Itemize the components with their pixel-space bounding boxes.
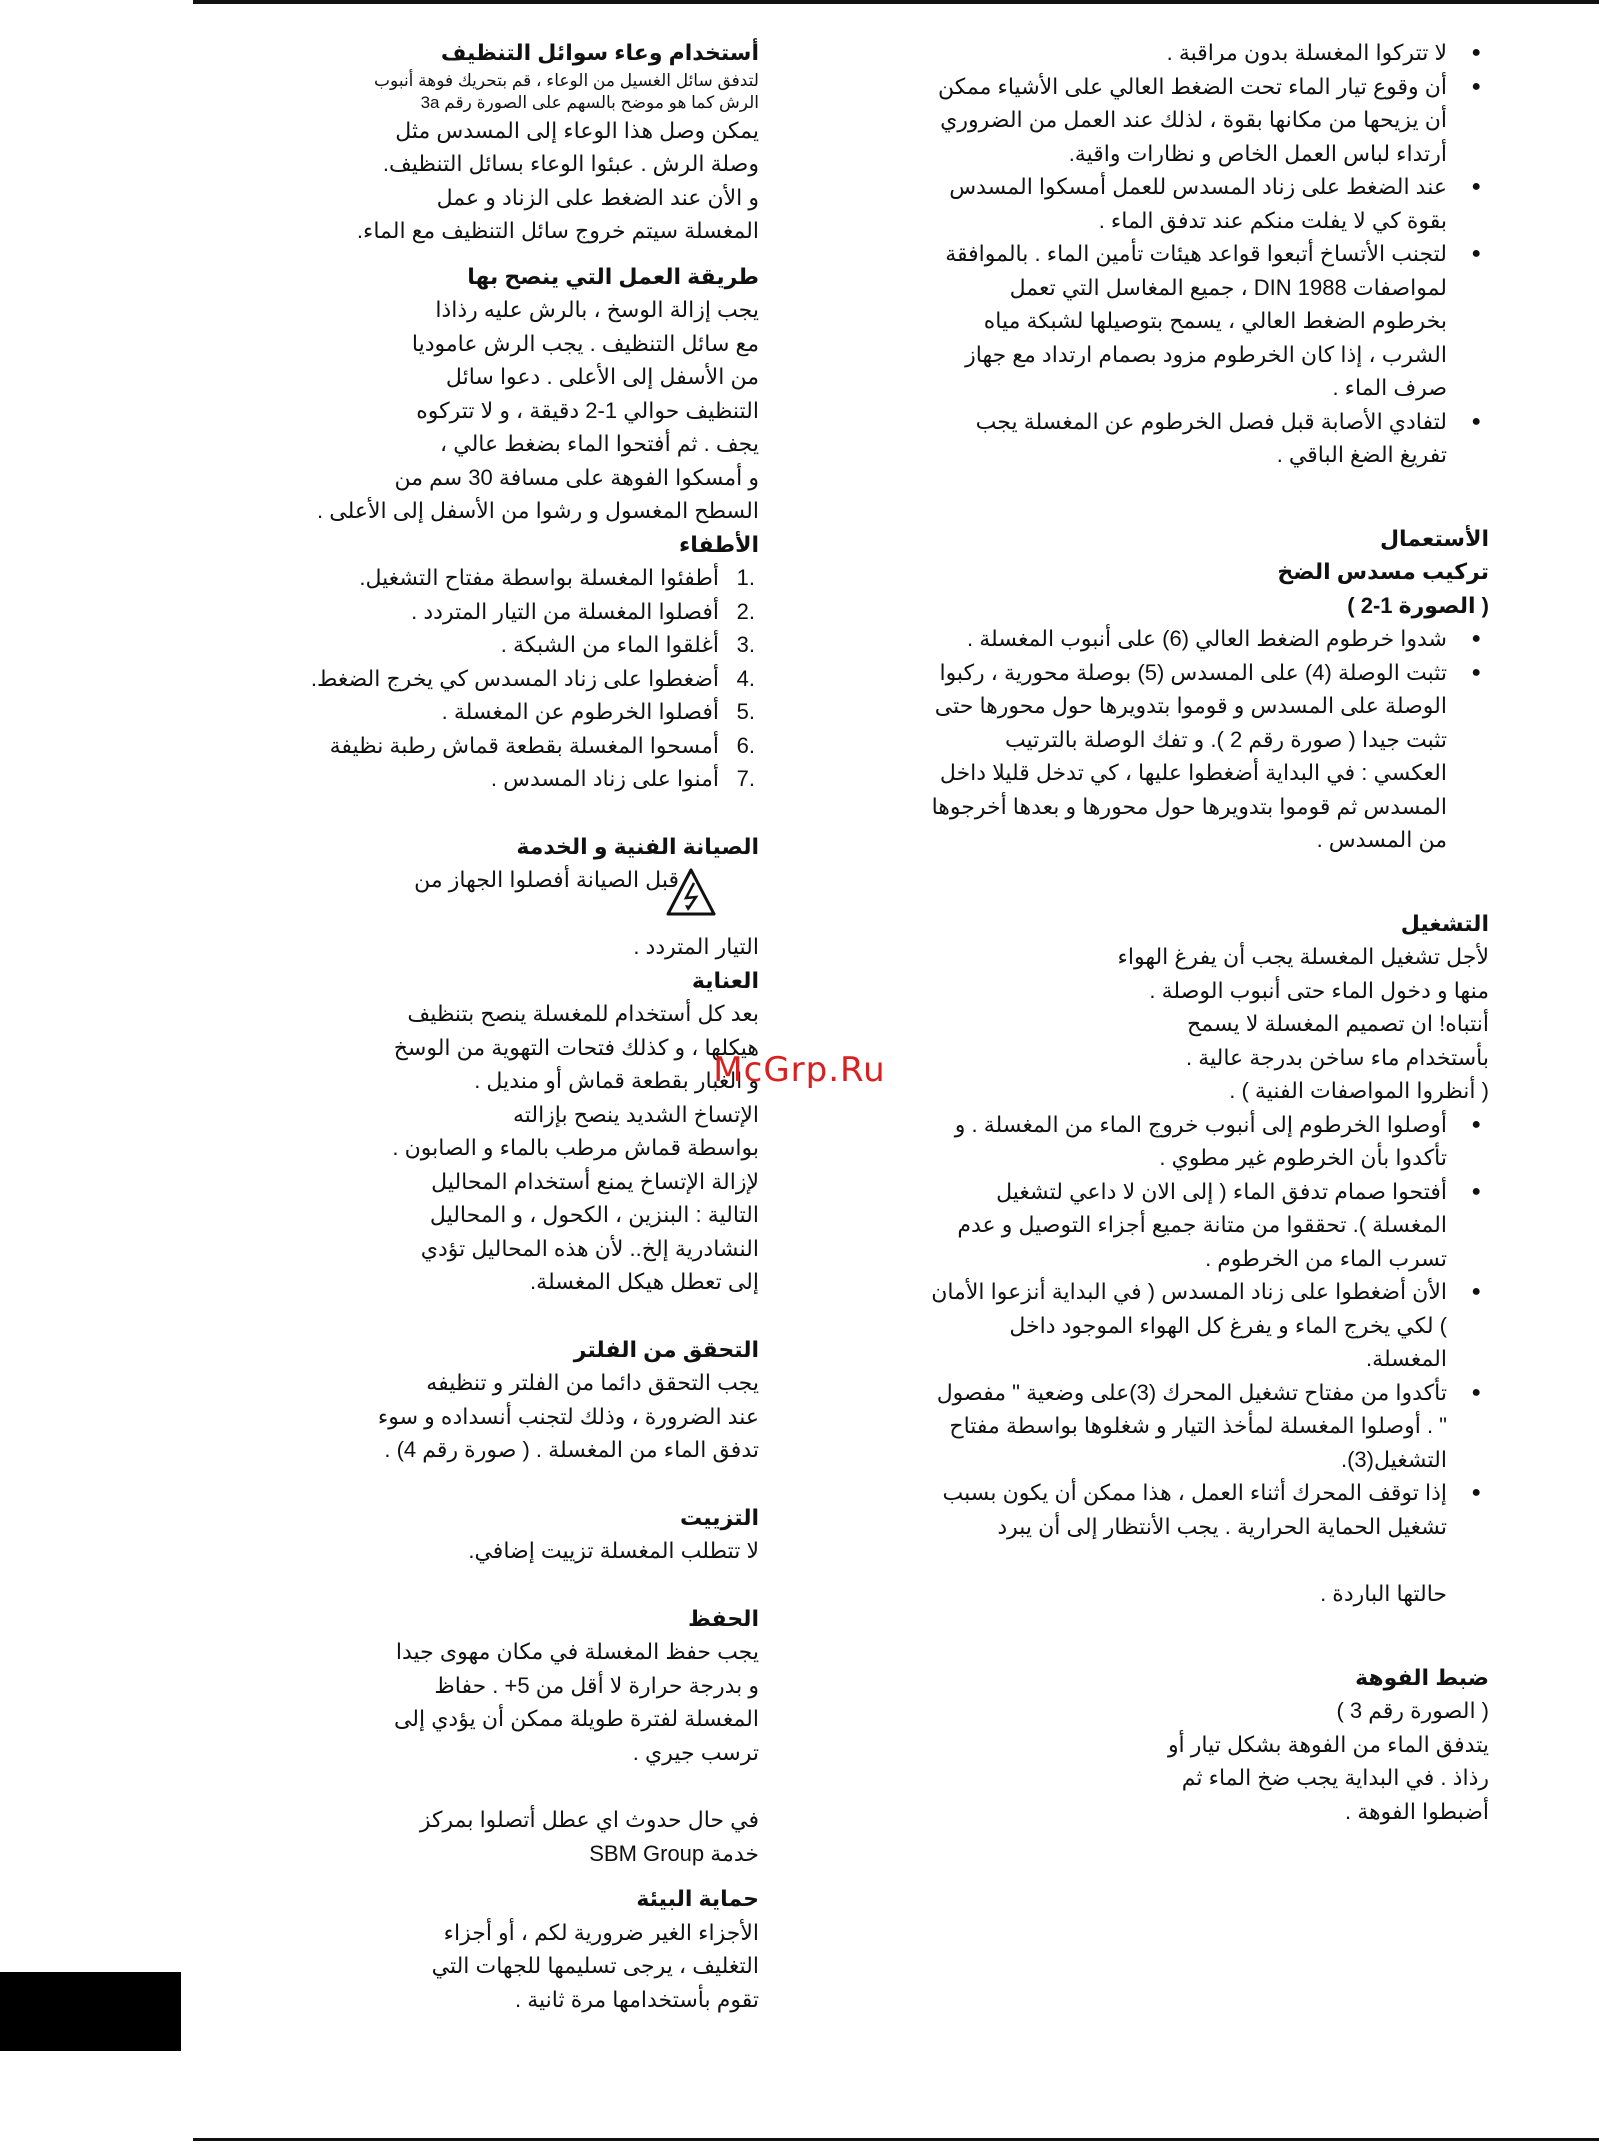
text-line: المغسلة لفترة طويلة ممكن أن يؤدي إلى: [393, 1706, 759, 1731]
text-line: لا تتطلب المغسلة تزييت إضافي.: [468, 1538, 759, 1563]
text-line: يتدفق الماء من الفوهة بشكل تيار أو: [1167, 1731, 1489, 1757]
detergent-heading: أستخدام وعاء سوائل التنظيف: [440, 40, 759, 65]
safety-bullets: [929, 36, 1489, 472]
care-heading: العناية: [691, 967, 759, 993]
list-item: ● عند الضغط على زناد المسدس للعمل أمسكوا المسدس بقوة كي لا يفلت منكم عند تدفق الماء .: [929, 170, 1489, 237]
list-item: ● لتفادي الأصابة قبل فصل الخرطوم عن المغسلة يجب تفريغ الضغ الباقي .: [929, 405, 1489, 472]
text-line: أنتباه! ان تصميم المغسلة لا يسمح: [1187, 1011, 1489, 1036]
text-line: التيار المتردد .: [633, 934, 759, 959]
text-line: الأجزاء الغير ضرورية لكم ، أو أجزاء: [443, 1919, 759, 1945]
text-line: بعد كل أستخدام للمغسلة ينصح بتنظيف: [407, 1001, 759, 1026]
text-line: يجف . ثم أفتحوا الماء بضغط عالي ،: [440, 431, 759, 456]
text-line: التنظيف حوالي 1-2 دقيقة ، و لا تتركوه: [416, 397, 759, 423]
environment-heading: حماية البيئة: [636, 1886, 759, 1911]
list-item: ● تثبت الوصلة (4) على المسدس (5) بوصلة محورية ، ركبوا الوصلة على المسدس و قوموا بتدويرها حول محورها حتى تثبت جيدا ( صورة رقم 2 ). و تفك الوصلة بالترتيب العكسي : في البداية أضغطوا عليها ، كي تدخل قليلا داخل المسدس ثم قوموا بتدويرها حول محورها و بعدها أخرجوها من المسدس .: [929, 656, 1489, 857]
text-line: و الغبار بقطعة قماش أو منديل .: [474, 1068, 759, 1093]
text-line: لإزالة الإتساخ يمنع أستخدام المحاليل: [431, 1168, 759, 1194]
text-line: يجب إزالة الوسخ ، بالرش عليه رذاذا: [435, 297, 759, 322]
list-item: ● أوصلوا الخرطوم إلى أنبوب خروج الماء من المغسلة . و تأكدوا بأن الخرطوم غير مطوي .: [929, 1108, 1489, 1175]
list-item: ● لا تتركوا المغسلة بدون مراقبة .: [929, 36, 1489, 70]
usage-heading: الأستعمال: [1379, 525, 1489, 551]
text-line: منها و دخول الماء حتى أنبوب الوصلة .: [1149, 977, 1489, 1003]
method-heading: طريقة العمل التي ينصح بها: [467, 263, 759, 289]
list-item: ● الأن أضغطوا على زناد المسدس ( في البداية أنزعوا الأمان ) لكي يخرج الماء و يفرغ كل الهواء الموجود داخل المغسلة.: [929, 1275, 1489, 1376]
high-voltage-warning-icon: [665, 867, 717, 917]
list-item: 3. أغلقوا الماء من الشبكة .: [500, 632, 755, 657]
text-line: الإتساخ الشديد ينصح بإزالته: [512, 1101, 759, 1127]
text-line: أضبطوا الفوهة .: [1345, 1798, 1489, 1824]
text-line: تدفق الماء من المغسلة . ( صورة رقم 4) .: [384, 1437, 759, 1462]
filter-heading: التحقق من الفلتر: [573, 1336, 759, 1362]
text-line: السطح المغسول و رشوا من الأسفل إلى الأعلى .: [317, 498, 759, 523]
text-line: يجب التحقق دائما من الفلتر و تنظيفه: [426, 1370, 759, 1395]
text-line: بأستخدام ماء ساخن بدرجة عالية .: [1185, 1044, 1489, 1070]
list-item: 4. أضغطوا على زناد المسدس كي يخرج الضغط.: [310, 665, 755, 691]
text-line: إلى تعطل هيكل المغسلة.: [530, 1269, 759, 1294]
service-heading: الصيانة الفنية و الخدمة: [516, 833, 759, 859]
right-column: [929, 36, 1489, 1828]
list-item: ● لتجنب الأتساخ أتبعوا قواعد هيئات تأمين الماء . بالموافقة لمواصفات DIN 1988 ، جميع المغاسل التي تعمل بخرطوم الضغط العالي ، يسمح بتوصيلها لشبكة مياه الشرب ، إذا كان الخرطوم مزود بصمام ارتداد مع جهاز صرف الماء .: [929, 237, 1489, 405]
left-column: [239, 36, 759, 2016]
list-item: ● إذا توقف المحرك أثناء العمل ، هذا ممكن أن يكون بسبب تشغيل الحماية الحرارية . يجب الأنتظار إلى أن يبرد: [929, 1476, 1489, 1543]
list-item: 2. أفصلوا المغسلة من التيار المتردد .: [411, 598, 755, 624]
storage-heading: الحفظ: [687, 1605, 759, 1631]
text-line: ( أنظروا المواصفات الفنية ) .: [1229, 1078, 1489, 1103]
figure-reference: ( الصورة 1-2 ): [1347, 592, 1489, 618]
text-line: يجب حفظ المغسلة في مكان مهوى جيدا: [395, 1639, 759, 1664]
text-line: التغليف ، يرجى تسليمها للجهات التي: [431, 1953, 759, 1978]
list-item: 6. أمسحوا المغسلة بقطعة قماش رطبة نظيفة: [329, 732, 755, 758]
text-line: عند الضرورة ، وذلك لتجنب أنسداده و سوء: [377, 1403, 759, 1429]
usage-bullets: [929, 622, 1489, 857]
text-line: هيكلها ، و كذلك فتحات التهوية من الوسخ: [393, 1034, 759, 1060]
list-item: ● تأكدوا من مفتاح تشغيل المحرك (3)على وضعية " مفصول " . أوصلوا المغسلة لمأخذ التيار و شغلوها بواسطة مفتاح التشغيل(3).: [929, 1376, 1489, 1477]
watermark: McGrp.Ru: [713, 1050, 886, 1090]
list-item: 7. أمنوا على زناد المسدس .: [490, 766, 755, 791]
page-tab-marker: [0, 1972, 181, 2051]
shutdown-heading: الأطفاء: [679, 531, 759, 557]
list-item: 5. أفصلوا الخرطوم عن المغسلة .: [441, 699, 755, 724]
list-item: ● شدوا خرطوم الضغط العالي (6) على أنبوب المغسلة .: [929, 622, 1489, 656]
text-line: حالتها الباردة .: [1320, 1581, 1447, 1606]
text-line: و بدرجة حرارة لا أقل من 5+ . حفاظ: [434, 1672, 759, 1698]
text-line: قبل الصيانة أفصلوا الجهاز من: [414, 867, 679, 892]
text-line: المغسلة سيتم خروج سائل التنظيف مع الماء.: [356, 218, 759, 243]
lubrication-heading: التزييت: [680, 1504, 759, 1530]
text-line: يمكن وصل هذا الوعاء إلى المسدس مثل: [395, 117, 759, 143]
text-line: الرش كما هو موضح بالسهم على الصورة رقم 3a: [420, 92, 759, 112]
text-line: من الأسفل إلى الأعلى . دعوا سائل: [445, 364, 759, 389]
text-line: و الأن عند الضغط على الزناد و عمل: [436, 184, 759, 210]
service-warning: [239, 863, 759, 930]
text-line: رذاذ . في البداية يجب ضخ الماء ثم: [1181, 1765, 1489, 1790]
text-line: ترسب جيري .: [632, 1739, 759, 1765]
text-line: تقوم بأستخدامها مرة ثانية .: [514, 1986, 759, 2012]
nozzle-heading: ضبط الفوهة: [1355, 1664, 1489, 1690]
text-line: لأجل تشغيل المغسلة يجب أن يفرغ الهواء: [1117, 944, 1489, 969]
bottom-rule: [193, 2138, 1599, 2141]
operation-heading: التشغيل: [1400, 910, 1489, 936]
text-line: خدمة SBM Group: [589, 1840, 759, 1866]
top-rule: [193, 0, 1599, 4]
text-line: مع سائل التنظيف . يجب الرش عاموديا: [411, 330, 759, 356]
text-line: بواسطة قماش مرطب بالماء و الصابون .: [392, 1135, 759, 1160]
list-item: ● أن وقوع تيار الماء تحت الضغط العالي على الأشياء ممكن أن يزيحها من مكانها بقوة ، لذلك عند العمل من الضروري أرتداء لباس العمل الخاص و نظارات واقية.: [929, 70, 1489, 171]
text-line: التالية : البنزين ، الكحول ، و المحاليل: [429, 1202, 759, 1227]
text-line: وصلة الرش . عبئوا الوعاء بسائل التنظيف.: [382, 151, 759, 176]
text-line: في حال حدوث اي عطل أتصلوا بمركز: [419, 1807, 759, 1832]
text-line: و أمسكوا الفوهة على مسافة 30 سم من: [394, 464, 759, 490]
shutdown-steps: [239, 561, 759, 796]
text-line: النشادرية إلخ.. لأن هذه المحاليل تؤدي: [420, 1235, 759, 1261]
list-item: ● أفتحوا صمام تدفق الماء ( إلى الان لا داعي لتشغيل المغسلة ). تحققوا من متانة جميع أجزاء التوصيل و عدم تسرب الماء من الخرطوم .: [929, 1175, 1489, 1276]
operation-bullets: [929, 1108, 1489, 1544]
list-item: 1. أطفئوا المغسلة بواسطة مفتاح التشغيل.: [359, 565, 755, 590]
text-line: ( الصورة رقم 3 ): [1336, 1698, 1489, 1723]
gun-assembly-heading: تركيب مسدس الضخ: [1277, 559, 1489, 584]
text-line: لتدفق سائل الغسيل من الوعاء ، قم بتحريك فوهة أنبوب: [374, 70, 759, 90]
